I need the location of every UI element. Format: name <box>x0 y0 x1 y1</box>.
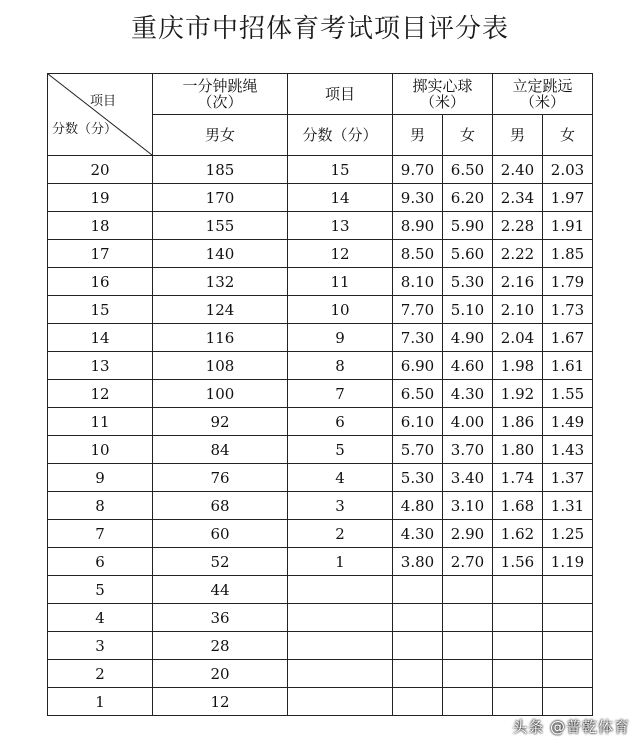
ball-male-header: 男 <box>393 115 443 156</box>
jump-male-cell <box>493 604 543 632</box>
ball-female-cell: 3.10 <box>443 492 493 520</box>
item-score-cell <box>288 660 393 688</box>
jump-title: 立定跳远 <box>512 77 573 95</box>
item-score-cell: 6 <box>288 408 393 436</box>
score-cell: 9 <box>48 464 153 492</box>
ball-male-cell: 5.30 <box>393 464 443 492</box>
ball-male-cell: 7.70 <box>393 296 443 324</box>
jump-male-cell: 1.98 <box>493 352 543 380</box>
rope-cell: 60 <box>153 520 288 548</box>
item-score-cell: 11 <box>288 268 393 296</box>
item-score-cell: 7 <box>288 380 393 408</box>
watermark: 头条 @普乾体育 <box>512 718 630 736</box>
item-score-cell <box>288 604 393 632</box>
ball-female-cell <box>443 576 493 604</box>
table-row <box>48 352 593 380</box>
jump-female-cell: 1.55 <box>543 380 593 408</box>
ball-male-cell <box>393 660 443 688</box>
ball-male-cell: 5.70 <box>393 436 443 464</box>
ball-female-cell: 4.30 <box>443 380 493 408</box>
table-row <box>48 464 593 492</box>
item-score-cell: 13 <box>288 212 393 240</box>
rope-cell: 92 <box>153 408 288 436</box>
ball-male-cell: 9.30 <box>393 184 443 212</box>
ball-male-cell: 6.90 <box>393 352 443 380</box>
table-row <box>48 604 593 632</box>
jump-male-cell: 2.28 <box>493 212 543 240</box>
ball-male-cell: 6.50 <box>393 380 443 408</box>
item-score-cell: 12 <box>288 240 393 268</box>
ball-female-cell: 3.40 <box>443 464 493 492</box>
ball-header <box>393 74 493 115</box>
score-cell: 15 <box>48 296 153 324</box>
jump-male-cell <box>493 688 543 716</box>
score-cell: 17 <box>48 240 153 268</box>
rope-cell: 68 <box>153 492 288 520</box>
rope-cell: 100 <box>153 380 288 408</box>
jump-female-cell: 1.25 <box>543 520 593 548</box>
jump-female-cell: 1.67 <box>543 324 593 352</box>
item-score-cell: 1 <box>288 548 393 576</box>
item-score-cell: 9 <box>288 324 393 352</box>
table-row <box>48 688 593 716</box>
jump-female-cell: 2.03 <box>543 156 593 184</box>
jump-female-cell <box>543 576 593 604</box>
rope-title: 一分钟跳绳 <box>182 77 258 95</box>
table-row <box>48 212 593 240</box>
jump-male-cell: 1.68 <box>493 492 543 520</box>
jump-female-cell: 1.43 <box>543 436 593 464</box>
jump-male-cell: 2.10 <box>493 296 543 324</box>
score-cell: 10 <box>48 436 153 464</box>
rope-cell: 116 <box>153 324 288 352</box>
diag-score-label: 分数（分） <box>52 122 118 137</box>
jump-female-cell <box>543 688 593 716</box>
jump-female-cell: 1.79 <box>543 268 593 296</box>
diag-item-label: 项目 <box>89 94 116 109</box>
ball-female-cell: 4.00 <box>443 408 493 436</box>
item-score-cell: 14 <box>288 184 393 212</box>
item-score-cell: 4 <box>288 464 393 492</box>
jump-header <box>493 74 593 115</box>
ball-female-cell: 6.20 <box>443 184 493 212</box>
table-row <box>48 240 593 268</box>
item-score-cell: 10 <box>288 296 393 324</box>
score-cell: 4 <box>48 604 153 632</box>
rope-unit: （次） <box>197 93 243 111</box>
ball-female-cell <box>443 604 493 632</box>
jump-male-cell: 1.62 <box>493 520 543 548</box>
jump-male-cell: 2.16 <box>493 268 543 296</box>
ball-unit: （米） <box>419 93 465 111</box>
score-cell: 18 <box>48 212 153 240</box>
table-row <box>48 184 593 212</box>
ball-female-header: 女 <box>443 115 493 156</box>
item-score-cell <box>288 632 393 660</box>
ball-male-cell <box>393 604 443 632</box>
ball-female-cell: 5.10 <box>443 296 493 324</box>
rope-cell: 20 <box>153 660 288 688</box>
ball-female-cell: 4.60 <box>443 352 493 380</box>
rope-cell: 84 <box>153 436 288 464</box>
diagonal-header-cell <box>48 74 153 156</box>
table-row <box>48 324 593 352</box>
page-title: 重庆市中招体育考试项目评分表 <box>130 14 509 44</box>
jump-female-cell: 1.19 <box>543 548 593 576</box>
jump-male-cell: 2.04 <box>493 324 543 352</box>
table-row <box>48 520 593 548</box>
jump-female-cell <box>543 604 593 632</box>
jump-male-cell: 1.92 <box>493 380 543 408</box>
score-table <box>47 73 593 716</box>
ball-male-cell: 8.90 <box>393 212 443 240</box>
jump-female-cell <box>543 632 593 660</box>
rope-cell: 44 <box>153 576 288 604</box>
item-score-cell <box>288 688 393 716</box>
item-score-cell: 2 <box>288 520 393 548</box>
item-score-cell: 8 <box>288 352 393 380</box>
jump-male-cell <box>493 660 543 688</box>
jump-male-cell: 2.40 <box>493 156 543 184</box>
ball-female-cell: 2.70 <box>443 548 493 576</box>
ball-male-cell: 6.10 <box>393 408 443 436</box>
ball-female-cell <box>443 660 493 688</box>
score-cell: 11 <box>48 408 153 436</box>
score-cell: 20 <box>48 156 153 184</box>
ball-female-cell: 5.60 <box>443 240 493 268</box>
score-cell: 12 <box>48 380 153 408</box>
score-cell: 13 <box>48 352 153 380</box>
jump-female-header: 女 <box>543 115 593 156</box>
ball-male-cell: 8.50 <box>393 240 443 268</box>
table-row <box>48 576 593 604</box>
rope-cell: 124 <box>153 296 288 324</box>
score-cell: 7 <box>48 520 153 548</box>
rope-cell: 52 <box>153 548 288 576</box>
score-cell: 19 <box>48 184 153 212</box>
ball-female-cell: 3.70 <box>443 436 493 464</box>
ball-male-cell: 8.10 <box>393 268 443 296</box>
rope-cell: 155 <box>153 212 288 240</box>
jump-male-cell: 2.34 <box>493 184 543 212</box>
jump-unit: （米） <box>519 93 565 111</box>
table-row <box>48 156 593 184</box>
table-row <box>48 436 593 464</box>
diagonal-line <box>48 74 152 155</box>
table-row <box>48 296 593 324</box>
jump-female-cell: 1.49 <box>543 408 593 436</box>
header-row-1 <box>48 74 593 115</box>
score-cell: 5 <box>48 576 153 604</box>
ball-male-cell: 4.30 <box>393 520 443 548</box>
rope-cell: 76 <box>153 464 288 492</box>
jump-male-cell <box>493 632 543 660</box>
jump-male-cell: 1.86 <box>493 408 543 436</box>
jump-male-cell: 2.22 <box>493 240 543 268</box>
ball-title: 掷实心球 <box>412 77 473 95</box>
jump-female-cell <box>543 660 593 688</box>
score-cell: 2 <box>48 660 153 688</box>
jump-female-cell: 1.61 <box>543 352 593 380</box>
table-row <box>48 380 593 408</box>
item-score-cell: 5 <box>288 436 393 464</box>
rope-cell: 170 <box>153 184 288 212</box>
score-cell: 8 <box>48 492 153 520</box>
ball-male-cell <box>393 688 443 716</box>
item-score-cell <box>288 576 393 604</box>
ball-female-cell <box>443 632 493 660</box>
ball-male-cell <box>393 576 443 604</box>
item-score-cell: 3 <box>288 492 393 520</box>
jump-female-cell: 1.31 <box>543 492 593 520</box>
item-score-cell: 15 <box>288 156 393 184</box>
ball-male-cell: 3.80 <box>393 548 443 576</box>
rope-header <box>153 74 288 115</box>
ball-male-cell: 7.30 <box>393 324 443 352</box>
table-row <box>48 632 593 660</box>
table-row <box>48 268 593 296</box>
jump-male-cell: 1.74 <box>493 464 543 492</box>
ball-female-cell: 4.90 <box>443 324 493 352</box>
jump-male-cell: 1.56 <box>493 548 543 576</box>
table-row <box>48 408 593 436</box>
rope-cell: 108 <box>153 352 288 380</box>
rope-cell: 132 <box>153 268 288 296</box>
table-row <box>48 548 593 576</box>
score-cell: 14 <box>48 324 153 352</box>
score-cell: 16 <box>48 268 153 296</box>
score-cell: 6 <box>48 548 153 576</box>
rope-cell: 185 <box>153 156 288 184</box>
item-header: 项目 <box>288 74 393 115</box>
jump-male-header: 男 <box>493 115 543 156</box>
table-row <box>48 492 593 520</box>
ball-female-cell: 6.50 <box>443 156 493 184</box>
ball-female-cell: 5.90 <box>443 212 493 240</box>
ball-male-cell: 9.70 <box>393 156 443 184</box>
item-sub-header: 分数（分） <box>288 115 393 156</box>
rope-sub-header: 男女 <box>153 115 288 156</box>
score-cell: 3 <box>48 632 153 660</box>
rope-cell: 28 <box>153 632 288 660</box>
ball-female-cell: 5.30 <box>443 268 493 296</box>
rope-cell: 140 <box>153 240 288 268</box>
jump-male-cell: 1.80 <box>493 436 543 464</box>
jump-female-cell: 1.73 <box>543 296 593 324</box>
ball-male-cell: 4.80 <box>393 492 443 520</box>
ball-female-cell <box>443 688 493 716</box>
jump-male-cell <box>493 576 543 604</box>
jump-female-cell: 1.37 <box>543 464 593 492</box>
ball-female-cell: 2.90 <box>443 520 493 548</box>
jump-female-cell: 1.91 <box>543 212 593 240</box>
ball-male-cell <box>393 632 443 660</box>
rope-cell: 12 <box>153 688 288 716</box>
jump-female-cell: 1.97 <box>543 184 593 212</box>
jump-female-cell: 1.85 <box>543 240 593 268</box>
rope-cell: 36 <box>153 604 288 632</box>
score-cell: 1 <box>48 688 153 716</box>
table-row <box>48 660 593 688</box>
